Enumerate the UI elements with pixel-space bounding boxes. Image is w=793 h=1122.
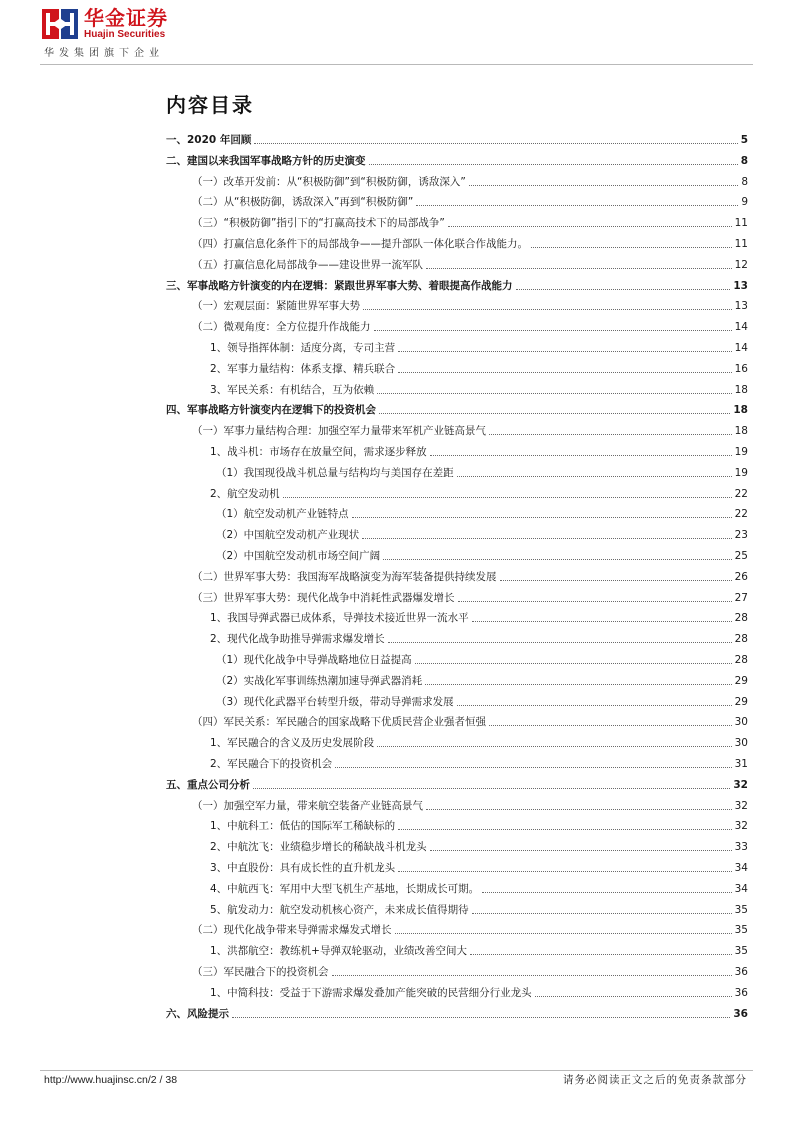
toc-entry[interactable] bbox=[216, 460, 748, 480]
toc-entry-page-number: 13 bbox=[734, 300, 748, 313]
toc-dot-leader bbox=[472, 621, 732, 622]
toc-entry[interactable] bbox=[192, 169, 748, 189]
toc-entry-title: （二）现代化战争带来导弹需求爆发式增长 bbox=[192, 924, 392, 937]
toc-entry-page-number: 9 bbox=[741, 196, 748, 209]
toc-entry[interactable] bbox=[210, 439, 748, 459]
toc-entry-title: 2、航空发动机 bbox=[210, 487, 280, 500]
toc-entry-page-number: 18 bbox=[734, 383, 748, 396]
toc-entry[interactable] bbox=[210, 751, 748, 771]
toc-entry-title: （1）我国现役战斗机总量与结构均与美国存在差距 bbox=[216, 466, 454, 479]
footer-url[interactable]: http://www.huajinsc.cn/2 bbox=[44, 1074, 157, 1086]
toc-dot-leader bbox=[457, 705, 732, 706]
toc-entry[interactable] bbox=[192, 252, 748, 272]
toc-entry-title: 六、风险提示 bbox=[166, 1007, 229, 1020]
toc-entry-page-number: 27 bbox=[734, 591, 748, 604]
toc-entry-page-number: 32 bbox=[734, 820, 748, 833]
toc-entry-title: （四）军民关系：军民融合的国家战略下优质民营企业强者恒强 bbox=[192, 716, 486, 729]
toc-dot-leader bbox=[398, 829, 731, 830]
toc-dot-leader bbox=[398, 871, 731, 872]
toc-entry-page-number: 36 bbox=[734, 966, 748, 978]
toc-entry-page-number: 19 bbox=[734, 446, 748, 458]
toc-entry-page-number: 31 bbox=[734, 758, 748, 770]
footer-page-info bbox=[44, 1073, 177, 1087]
toc-entry-title: 2、军民融合下的投资机会 bbox=[210, 758, 333, 770]
toc-entry-title: （2）实战化军事训练热潮加速导弹武器消耗 bbox=[216, 674, 423, 687]
toc-entry[interactable] bbox=[210, 813, 748, 833]
toc-dot-leader bbox=[253, 788, 730, 789]
toc-entry-page-number: 14 bbox=[734, 321, 748, 334]
toc-entry-page-number: 29 bbox=[734, 695, 748, 708]
toc-entry[interactable] bbox=[166, 1001, 748, 1021]
toc-dot-leader bbox=[489, 725, 732, 726]
toc-entry[interactable] bbox=[192, 709, 748, 729]
toc-entry-title: 1、军民融合的含义及历史发展阶段 bbox=[210, 737, 375, 750]
toc-dot-leader bbox=[398, 351, 731, 352]
toc-entry-title: （二）从“积极防御，诱敌深入”再到“积极防御” bbox=[192, 196, 414, 209]
toc-entry[interactable] bbox=[210, 335, 748, 355]
toc-entry[interactable] bbox=[210, 377, 748, 397]
toc-entry[interactable] bbox=[210, 481, 748, 501]
toc-entry-page-number: 30 bbox=[734, 737, 748, 750]
toc-entry-page-number: 28 bbox=[734, 654, 748, 666]
toc-entry[interactable] bbox=[216, 647, 748, 667]
footer-disclaimer: 请务必阅读正文之后的免责条款部分 bbox=[563, 1074, 747, 1086]
toc-entry-page-number: 30 bbox=[734, 716, 748, 729]
toc-entry-title: 1、洪都航空：教练机+导弹双轮驱动，业绩改善空间大 bbox=[210, 945, 467, 958]
toc-entry[interactable] bbox=[192, 314, 748, 334]
toc-dot-leader bbox=[426, 809, 732, 810]
toc-entry[interactable] bbox=[192, 585, 748, 605]
toc-dot-leader bbox=[425, 684, 731, 685]
toc-entry[interactable] bbox=[210, 605, 748, 625]
toc-dot-leader bbox=[388, 642, 732, 643]
toc-entry-page-number: 32 bbox=[734, 799, 748, 812]
toc-entry-title: 1、中简科技：受益于下游需求爆发叠加产能突破的民营细分行业龙头 bbox=[210, 986, 532, 999]
toc-entry[interactable] bbox=[216, 668, 748, 688]
toc-entry-title: （一）军事力量结构合理：加强空军力量带来军机产业链高景气 bbox=[192, 425, 486, 438]
toc-dot-leader bbox=[332, 975, 732, 976]
toc-entry-title: 2、现代化战争助推导弹需求爆发增长 bbox=[210, 633, 385, 646]
toc-entry[interactable] bbox=[216, 501, 748, 521]
toc-dot-leader bbox=[352, 517, 732, 518]
toc-entry[interactable] bbox=[166, 148, 748, 168]
toc-entry-page-number: 28 bbox=[734, 612, 748, 625]
toc-entry-title: 1、我国导弹武器已成体系，导弹技术接近世界一流水平 bbox=[210, 612, 469, 625]
toc-entry-title: 2、军事力量结构：体系支撑、精兵联合 bbox=[210, 362, 396, 375]
toc-entry-page-number: 8 bbox=[741, 175, 748, 188]
toc-entry-page-number: 25 bbox=[734, 550, 748, 562]
toc-entry-title: （三）世界军事大势：现代化战争中消耗性武器爆发增长 bbox=[192, 591, 455, 604]
toc-dot-leader bbox=[379, 413, 730, 414]
toc-entry-page-number: 14 bbox=[734, 342, 748, 354]
toc-dot-leader bbox=[362, 538, 731, 539]
toc-entry[interactable] bbox=[210, 855, 748, 875]
toc-dot-leader bbox=[395, 933, 732, 934]
page-title: 内容目录 bbox=[166, 93, 254, 117]
toc-entry-title: （3）现代化武器平台转型升级，带动导弹需求发展 bbox=[216, 695, 454, 708]
brand-tagline: 华发集团旗下企业 bbox=[44, 48, 164, 59]
toc-entry-title: （2）中国航空发动机市场空间广阔 bbox=[216, 550, 381, 562]
toc-dot-leader bbox=[458, 601, 732, 602]
toc-entry[interactable] bbox=[210, 897, 748, 917]
toc-dot-leader bbox=[535, 996, 732, 997]
toc-entry-title: （三）“积极防御”指引下的“打赢高技术下的局部战争” bbox=[192, 217, 445, 230]
toc-entry-page-number: 19 bbox=[734, 466, 748, 479]
toc-entry-page-number: 8 bbox=[740, 154, 748, 167]
toc-entry[interactable] bbox=[192, 793, 748, 813]
toc-dot-leader bbox=[363, 309, 732, 310]
toc-entry[interactable] bbox=[216, 689, 748, 709]
huajin-logo-icon bbox=[42, 9, 78, 39]
toc-entry-page-number: 22 bbox=[734, 487, 748, 500]
toc-entry-page-number: 35 bbox=[734, 903, 748, 916]
toc-entry-title: （三）军民融合下的投资机会 bbox=[192, 966, 329, 978]
brand-name-en: Huajin Securities bbox=[84, 29, 166, 40]
toc-entry-title: （二）世界军事大势：我国海军战略演变为海军装备提供持续发展 bbox=[192, 570, 497, 583]
toc-entry[interactable] bbox=[192, 189, 748, 209]
toc-entry-page-number: 34 bbox=[734, 862, 748, 874]
toc-entry-title: （四）打赢信息化条件下的局部战争——提升部队一体化联合作战能力。 bbox=[192, 238, 528, 250]
toc-entry-title: （五）打赢信息化局部战争——建设世界一流军队 bbox=[192, 258, 423, 271]
toc-entry[interactable] bbox=[210, 834, 748, 854]
toc-entry-page-number: 12 bbox=[734, 258, 748, 271]
toc-entry-page-number: 23 bbox=[734, 529, 748, 542]
toc-dot-leader bbox=[374, 330, 732, 331]
toc-entry[interactable] bbox=[210, 356, 748, 376]
toc-entry[interactable] bbox=[210, 730, 748, 750]
toc-entry-page-number: 18 bbox=[733, 404, 748, 417]
toc-entry-page-number: 22 bbox=[734, 508, 748, 521]
toc-dot-leader bbox=[470, 954, 732, 955]
toc-dot-leader bbox=[426, 268, 732, 269]
toc-entry-page-number: 13 bbox=[733, 279, 748, 292]
toc-entry-title: 一、2020 年回顾 bbox=[166, 134, 252, 146]
header-divider bbox=[40, 64, 753, 65]
toc-entry-page-number: 18 bbox=[734, 425, 748, 438]
toc-entry-title: （1）航空发动机产业链特点 bbox=[216, 508, 349, 521]
toc-entry-page-number: 34 bbox=[734, 882, 748, 895]
toc-entry[interactable] bbox=[192, 959, 748, 979]
toc-entry-page-number: 26 bbox=[734, 570, 748, 583]
toc-dot-leader bbox=[430, 850, 732, 851]
toc-entry[interactable] bbox=[192, 917, 748, 937]
toc-entry-title: 1、战斗机：市场存在放量空间，需求逐步释放 bbox=[210, 446, 427, 458]
toc-dot-leader bbox=[335, 767, 731, 768]
footer-page-total: / 38 bbox=[156, 1074, 178, 1086]
toc-entry-title: （一）加强空军力量，带来航空装备产业链高景气 bbox=[192, 799, 423, 812]
toc-dot-leader bbox=[415, 663, 732, 664]
toc-dot-leader bbox=[416, 205, 738, 206]
toc-entry-title: （一）宏观层面：紧随世界军事大势 bbox=[192, 300, 360, 313]
toc-entry-title: 四、军事战略方针演变内在逻辑下的投资机会 bbox=[166, 404, 376, 417]
toc-entry-title: （2）中国航空发动机产业现状 bbox=[216, 529, 360, 542]
toc-entry[interactable] bbox=[210, 876, 748, 896]
toc-entry-title: 2、中航沈飞：业绩稳步增长的稀缺战斗机龙头 bbox=[210, 841, 427, 854]
toc-entry-title: 三、军事战略方针演变的内在逻辑：紧跟世界军事大势、着眼提高作战能力 bbox=[166, 279, 513, 292]
toc-entry-page-number: 32 bbox=[733, 778, 748, 791]
toc-dot-leader bbox=[472, 913, 732, 914]
toc-entry-page-number: 11 bbox=[734, 217, 748, 230]
toc-entry-title: 1、中航科工：低估的国际军工稀缺标的 bbox=[210, 820, 396, 833]
toc-entry[interactable] bbox=[216, 543, 748, 563]
toc-entry-title: （1）现代化战争中导弹战略地位日益提高 bbox=[216, 654, 412, 666]
toc-entry[interactable] bbox=[166, 127, 748, 147]
toc-entry-title: 4、中航西飞：军用中大型飞机生产基地，长期成长可期。 bbox=[210, 882, 480, 895]
toc-entry-page-number: 5 bbox=[740, 134, 748, 146]
toc-entry-page-number: 11 bbox=[734, 238, 748, 250]
toc-dot-leader bbox=[283, 497, 732, 498]
toc-entry[interactable] bbox=[192, 564, 748, 584]
toc-entry-page-number: 35 bbox=[734, 924, 748, 937]
toc-entry[interactable] bbox=[192, 210, 748, 230]
toc-dot-leader bbox=[448, 226, 732, 227]
toc-entry-page-number: 36 bbox=[733, 1007, 748, 1020]
toc-entry-title: 5、航发动力：航空发动机核心资产，未来成长值得期待 bbox=[210, 903, 469, 916]
toc-entry-title: （二）微观角度：全方位提升作战能力 bbox=[192, 321, 371, 334]
toc-entry-title: 二、建国以来我国军事战略方针的历史演变 bbox=[166, 154, 366, 167]
toc-dot-leader bbox=[377, 393, 731, 394]
toc-entry[interactable] bbox=[192, 293, 748, 313]
toc-dot-leader bbox=[377, 746, 731, 747]
toc-entry[interactable] bbox=[192, 418, 748, 438]
toc-entry-title: 五、重点公司分析 bbox=[166, 778, 250, 791]
toc-entry-title: 3、中直股份：具有成长性的直升机龙头 bbox=[210, 862, 396, 874]
footer-divider bbox=[40, 1070, 753, 1071]
toc-entry-title: 3、军民关系：有机结合，互为依赖 bbox=[210, 383, 375, 396]
toc-entry-page-number: 28 bbox=[734, 633, 748, 646]
toc-entry-title: 1、领导指挥体制：适度分离，专司主营 bbox=[210, 342, 396, 354]
toc-dot-leader bbox=[232, 1017, 730, 1018]
toc-entry[interactable] bbox=[166, 397, 748, 417]
toc-dot-leader bbox=[516, 289, 731, 290]
toc-dot-leader bbox=[398, 372, 731, 373]
toc-entry-title: （一）改革开发前：从“积极防御”到“积极防御，诱敌深入” bbox=[192, 175, 466, 188]
toc-dot-leader bbox=[500, 580, 732, 581]
toc-dot-leader bbox=[457, 476, 732, 477]
toc-entry[interactable] bbox=[210, 980, 748, 1000]
toc-dot-leader bbox=[482, 892, 731, 893]
toc-entry[interactable] bbox=[166, 772, 748, 792]
toc-dot-leader bbox=[430, 455, 732, 456]
toc-dot-leader bbox=[383, 559, 731, 560]
toc-entry[interactable] bbox=[216, 522, 748, 542]
toc-dot-leader bbox=[369, 164, 738, 165]
toc-entry-page-number: 36 bbox=[734, 986, 748, 999]
brand-name-cn: 华金证券 bbox=[84, 6, 168, 30]
toc-entry[interactable] bbox=[210, 626, 748, 646]
toc-entry-page-number: 33 bbox=[734, 841, 748, 854]
toc-dot-leader bbox=[254, 143, 737, 144]
toc-dot-leader bbox=[469, 185, 739, 186]
toc-entry-page-number: 16 bbox=[734, 362, 748, 375]
toc-dot-leader bbox=[489, 434, 732, 435]
toc-entry[interactable] bbox=[192, 231, 748, 251]
toc-dot-leader bbox=[531, 247, 732, 248]
toc-entry[interactable] bbox=[210, 938, 748, 958]
toc-entry-page-number: 35 bbox=[734, 945, 748, 958]
toc-entry-page-number: 29 bbox=[734, 674, 748, 687]
toc-entry[interactable] bbox=[166, 273, 748, 293]
